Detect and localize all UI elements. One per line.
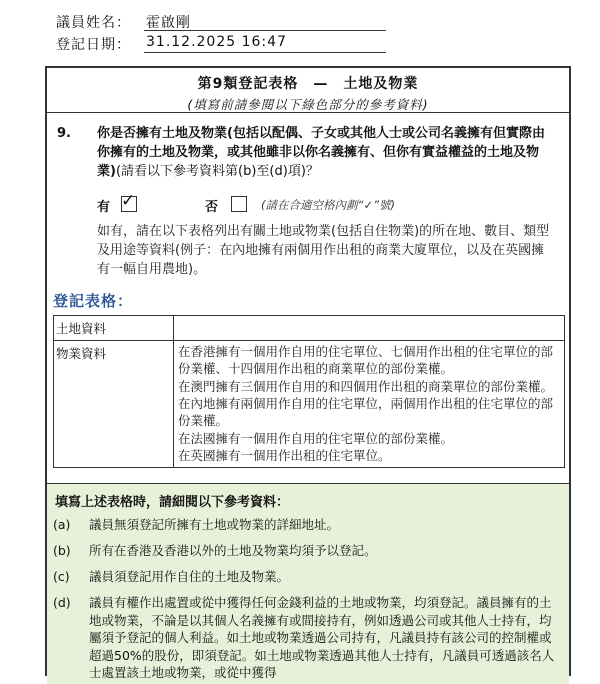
note-tag: (a) [53, 517, 71, 532]
form-subtitle: (填寫前請參閱以下綠色部分的參考資料) [187, 97, 429, 112]
table-row-property [54, 341, 564, 467]
example-text: 如有，請在以下表格列出有關土地或物業(包括自住物業)的所在地、數目、類型及用途等資料(例子：在內地擁有兩個用作出租的商業大廈單位，以及在英國擁有一幅自用農地)。 [97, 224, 550, 277]
property-entry: 在法國擁有一個用作自用的住宅單位的部份業權。 [178, 430, 454, 446]
member-name-value: 霍啟剛 [144, 12, 386, 31]
property-entry: 在內地擁有兩個用作自用的住宅單位，兩個用作出租的住宅單位的部份業權。 [178, 396, 554, 428]
registration-form [45, 66, 571, 680]
question-bold: 你是否擁有土地及物業(包括以配偶、子女或其他人士或公司名義擁有但實際由你擁有的土地及物業，或其他雖非以你名義擁有、但你有實益權益的土地及物業) [97, 126, 545, 179]
property-entry: 在澳門擁有三個用作自用的和四個用作出租的商業單位的部份業權。 [178, 378, 554, 394]
notes-title: 填寫上述表格時，請細閱以下參考資料： [55, 495, 290, 510]
registration-date-label: 登記日期： [56, 37, 131, 53]
note-text: 議員無須登記所擁有土地或物業的詳細地址。 [89, 517, 340, 532]
land-label: 土地資料 [54, 316, 174, 340]
note-tag: (b) [53, 543, 71, 558]
yes-checkbox[interactable] [121, 191, 137, 212]
reference-notes [47, 483, 569, 684]
note-text: 議員須登記用作自住的土地及物業。 [89, 569, 290, 584]
property-entry: 在香港擁有一個用作自用的住宅單位、七個用作出租的住宅單位的部份業權、十四個用作出租的商業單位的部份業權。 [178, 344, 554, 376]
register-table-title: 登記表格： [53, 292, 134, 310]
registration-date-row [56, 34, 287, 54]
checkbox-hint: (請在合適空格內劃“✓”號) [261, 198, 396, 212]
question-number: 9. [57, 126, 71, 141]
no-label: 否 [205, 200, 219, 215]
note-tag: (d) [53, 595, 71, 610]
no-checkbox[interactable] [231, 196, 247, 212]
table-row-land [54, 316, 564, 341]
note-tag: (c) [53, 569, 70, 584]
registration-date-value: 31.12.2025 16:47 [144, 34, 386, 53]
checkmark-icon: ✓ [121, 191, 136, 211]
member-name-row [56, 12, 191, 32]
property-label: 物業資料 [54, 341, 174, 467]
note-item [53, 542, 561, 560]
note-text: 所有在香港及香港以外的土地及物業均須予以登記。 [89, 543, 377, 558]
register-table [53, 315, 565, 468]
form-title-box [47, 68, 569, 113]
form-title: 第9類登記表格 — 土地及物業 [197, 76, 419, 92]
note-item [53, 516, 561, 534]
yes-label: 有 [97, 200, 111, 215]
question-rest: (請看以下參考資料第(b)至(d)項)？ [115, 164, 319, 179]
question-text [97, 124, 553, 181]
property-entry: 在英國擁有一個用作出租的住宅單位。 [178, 448, 391, 463]
land-value[interactable] [174, 316, 564, 340]
note-item [53, 594, 561, 682]
member-name-label: 議員姓名： [56, 15, 131, 31]
property-value[interactable] [174, 341, 564, 467]
note-text: 議員有權作出處置或從中獲得任何金錢利益的土地或物業，均須登記。議員擁有的土地或物業，不論是以其個人名義擁有或間接持有，例如透過公司或其他人士持有，均屬須予登記的個人利益。如土地或物業透過公司持有，凡議員持有該公司的控制權或超過50%的股份，即須登記。如土地或物業透過其他人士持有，凡議員可透過該名人士處置該土地或物業，或從中獲得 [89, 595, 555, 680]
note-item [53, 568, 561, 586]
